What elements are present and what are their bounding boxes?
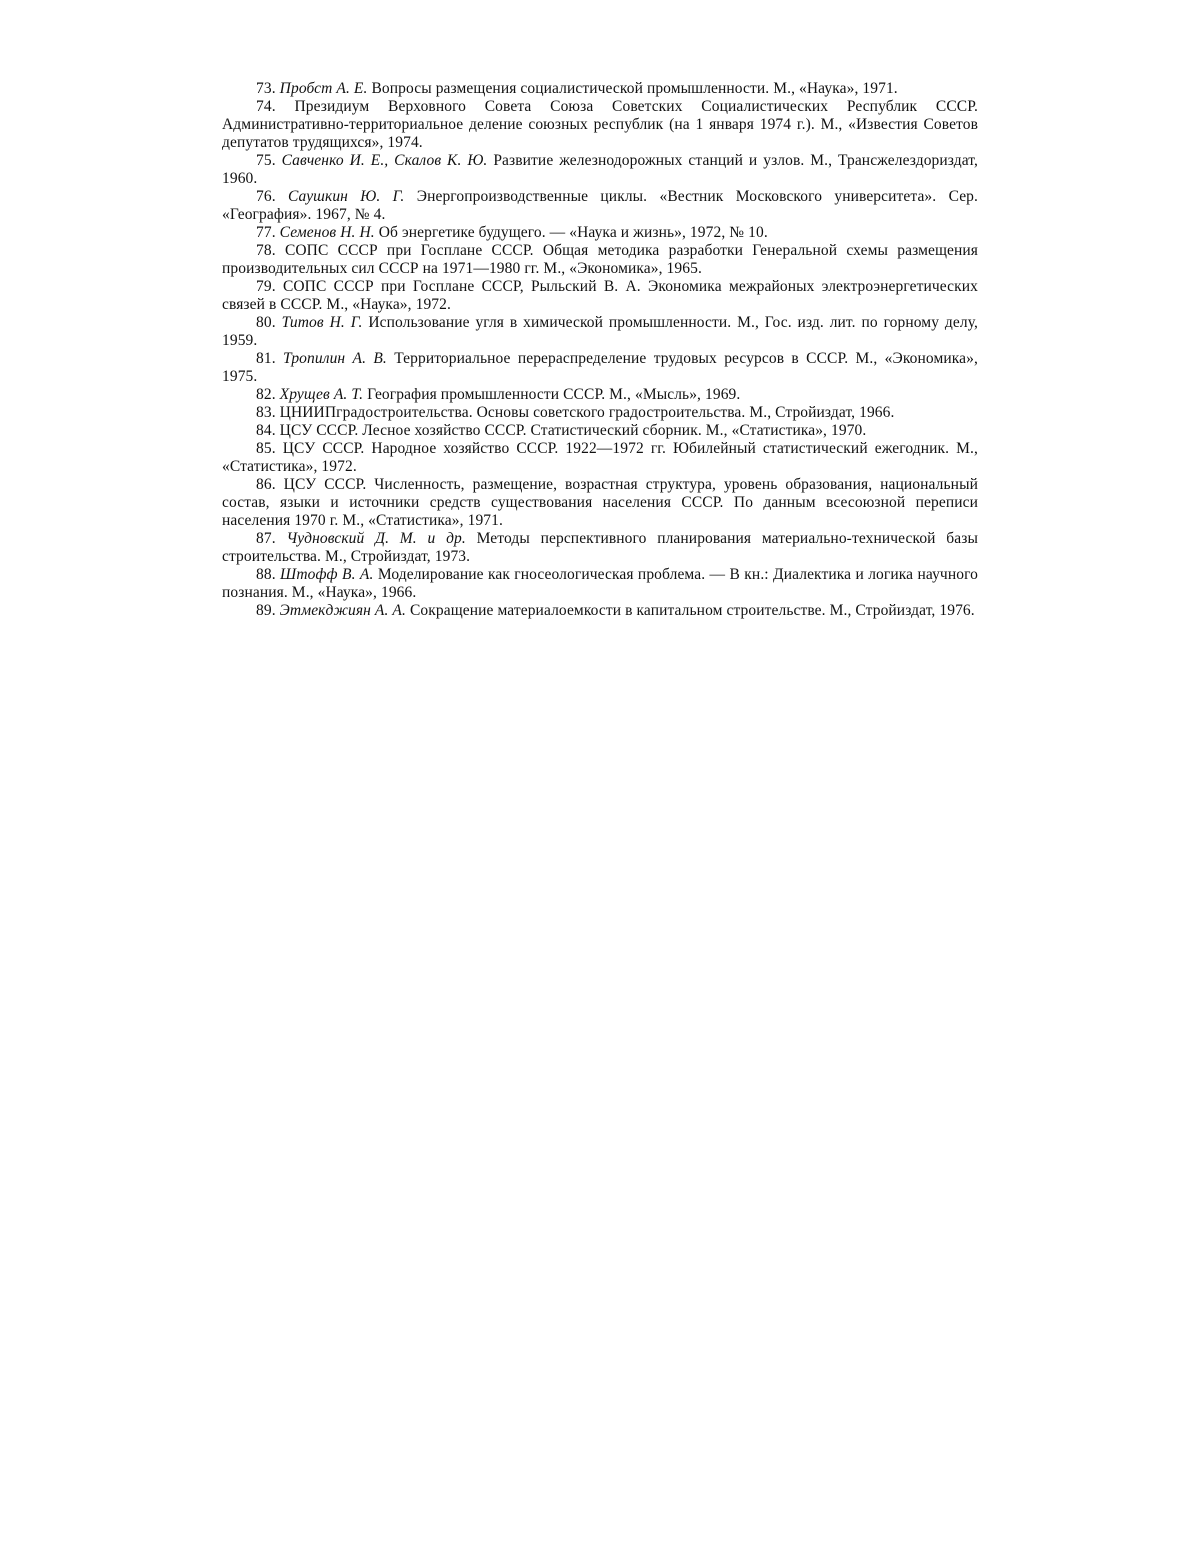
reference-author: Чудновский Д. М. и др. (286, 530, 466, 547)
reference-text: ЦСУ СССР. Численность, размещение, возрастная структура, уровень образования, национальный состав, языки и источники средств существования населения СССР. По данным всесоюзной переписи населения 1970 г. М., «Статистика», 1971. (222, 476, 978, 529)
reference-text: Об энергетике будущего. — «Наука и жизнь», 1972, № 10. (378, 224, 768, 241)
reference-text: ЦНИИПградостроительства. Основы советского градостроительства. М., Стройиздат, 1966. (279, 404, 895, 421)
reference-item: 73. Пробст А. Е. Вопросы размещения социалистической промышленности. М., «Наука», 1971. (256, 80, 898, 97)
reference-item: 89. Этмекджиян А. А. Сокращение материалоемкости в капитальном строительстве. М., Стройиздат, 1976. (256, 602, 975, 619)
reference-text: ЦСУ СССР. Народное хозяйство СССР. 1922—1972 гг. Юбилейный статистический ежегодник. М., «Статистика», 1972. (222, 440, 978, 475)
reference-text: Территориальное перераспределение трудовых ресурсов в СССР. М., «Экономика», 1975. (222, 350, 978, 385)
reference-author: Семенов Н. Н. (279, 224, 375, 241)
reference-item: 85. ЦСУ СССР. Народное хозяйство СССР. 1922—1972 гг. Юбилейный статистический ежегодник. М., «Статистика», 1972. (222, 440, 978, 475)
reference-item: 84. ЦСУ СССР. Лесное хозяйство СССР. Статистический сборник. М., «Статистика», 1970. (256, 422, 867, 439)
reference-author: Тропилин А. В. (282, 350, 387, 367)
reference-item: 76. Саушкин Ю. Г. Энергопроизводственные циклы. «Вестник Московского университета». Сер. «География». 1967, № 4. (222, 188, 978, 223)
reference-text: Моделирование как гносеологическая проблема. — В кн.: Диалектика и логика научного познания. М., «Наука», 1966. (222, 566, 978, 601)
reference-text: Вопросы размещения социалистической промышленности. М., «Наука», 1971. (371, 80, 898, 97)
reference-text: СОПС СССР при Госплане СССР, Рыльский В. А. Экономика межрайоных электроэнергетических связей в СССР. М., «Наука», 1972. (222, 278, 978, 313)
reference-item: 77. Семенов Н. Н. Об энергетике будущего. — «Наука и жизнь», 1972, № 10. (256, 224, 768, 241)
reference-author: Титов Н. Г. (281, 314, 363, 331)
reference-author: Саушкин Ю. Г. (288, 188, 405, 205)
reference-item: 86. ЦСУ СССР. Численность, размещение, возрастная структура, уровень образования, национальный состав, языки и источники средств существования населения СССР. По данным всесоюзной переписи населения 1970 г. М., «Статистика», 1971. (222, 476, 978, 529)
reference-text: СОПС СССР при Госплане СССР. Общая методика разработки Генеральной схемы размещения производительных сил СССР на 1971—1980 гг. М., «Экономика», 1965. (222, 242, 978, 277)
reference-item: 88. Штофф В. А. Моделирование как гносеологическая проблема. — В кн.: Диалектика и логика научного познания. М., «Наука», 1966. (222, 566, 978, 601)
reference-author: Савченко И. Е., Скалов К. Ю. (281, 152, 488, 169)
reference-item: 78. СОПС СССР при Госплане СССР. Общая методика разработки Генеральной схемы размещения производительных сил СССР на 1971—1980 гг. М., «Экономика», 1965. (222, 242, 978, 277)
reference-text: География промышленности СССР. М., «Мысль», 1969. (367, 386, 741, 403)
reference-text: Методы перспективного планирования материально-технической базы строительства. М., Стройиздат, 1973. (222, 530, 979, 565)
reference-item: 80. Титов Н. Г. Использование угля в химической промышленности. М., Гос. изд. лит. по горному делу, 1959. (222, 314, 979, 349)
reference-author: Штофф В. А. (280, 566, 374, 583)
reference-author: Этмекджиян А. А. (279, 602, 406, 619)
reference-text: Развитие железнодорожных станций и узлов. М., Трансжелездориздат, 1960. (222, 152, 978, 187)
reference-item: 81. Тропилин А. В. Территориальное перераспределение трудовых ресурсов в СССР. М., «Экономика», 1975. (222, 350, 978, 385)
reference-list (222, 80, 978, 620)
reference-item: 87. Чудновский Д. М. и др. Методы перспективного планирования материально-технической базы строительства. М., Стройиздат, 1973. (222, 530, 979, 565)
reference-item: 83. ЦНИИПградостроительства. Основы советского градостроительства. М., Стройиздат, 1966. (256, 404, 895, 421)
reference-text: Использование угля в химической промышленности. М., Гос. изд. лит. по горному делу, 1959. (222, 314, 979, 349)
reference-text: Энергопроизводственные циклы. «Вестник Московского университета». Сер. «География». 1967, № 4. (222, 188, 978, 223)
reference-text: Президиум Верховного Совета Союза Советских Социалистических Республик СССР. Административно-территориальное деление союзных республик (на 1 января 1974 г.). М., «Известия Советов депутатов трудящихся», 1974. (222, 98, 978, 151)
reference-item: 79. СОПС СССР при Госплане СССР, Рыльский В. А. Экономика межрайоных электроэнергетических связей в СССР. М., «Наука», 1972. (222, 278, 978, 313)
reference-text: ЦСУ СССР. Лесное хозяйство СССР. Статистический сборник. М., «Статистика», 1970. (279, 422, 867, 439)
reference-item: 75. Савченко И. Е., Скалов К. Ю. Развитие железнодорожных станций и узлов. М., Трансжелездориздат, 1960. (222, 152, 978, 187)
reference-item: 82. Хрущев А. Т. География промышленности СССР. М., «Мысль», 1969. (256, 386, 741, 403)
reference-item: 74. Президиум Верховного Совета Союза Советских Социалистических Республик СССР. Административно-территориальное деление союзных республик (на 1 января 1974 г.). М., «Известия Советов депутатов трудящихся», 1974. (222, 98, 978, 151)
reference-author: Пробст А. Е. (279, 80, 368, 97)
reference-author: Хрущев А. Т. (279, 386, 364, 403)
reference-text: Сокращение материалоемкости в капитальном строительстве. М., Стройиздат, 1976. (409, 602, 975, 619)
